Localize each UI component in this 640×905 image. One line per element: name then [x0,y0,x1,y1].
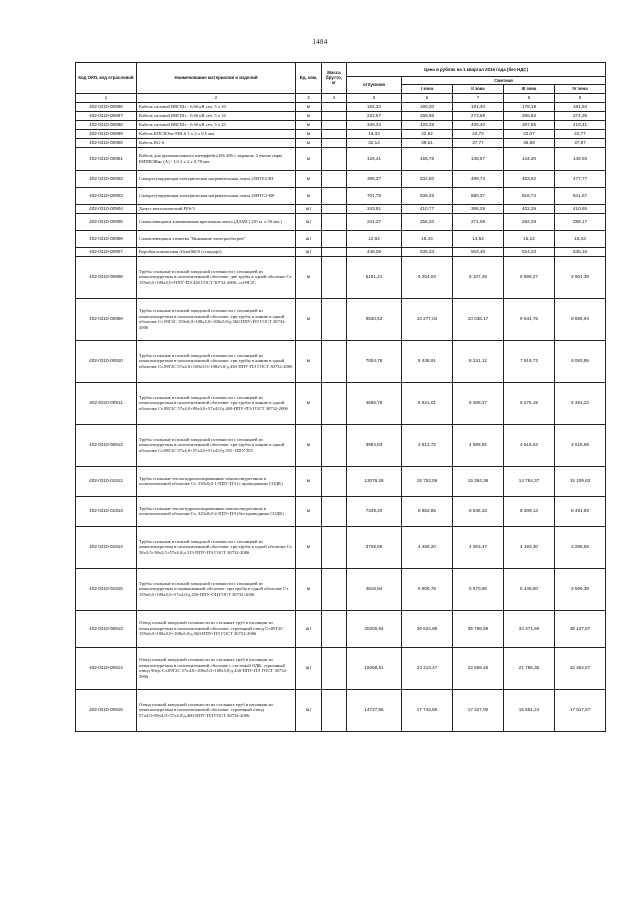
row-unit: м [296,526,322,568]
row-code: 402-0310-00914 [76,647,137,689]
row-release-price: 7004,78 [347,340,402,382]
row-mass [322,496,347,526]
row-release-price: 5191,21 [347,256,402,298]
column-index: 3 [296,93,322,102]
row-zone3-price: 34 371,69 [504,610,555,647]
row-zone2-price: 37,77 [453,138,504,147]
header-name: Наименование материалов и изделий [137,63,296,94]
row-name: Кабель RG-6 [137,138,296,147]
row-mass [322,689,347,731]
row-zone4-price: 22 264,67 [555,647,606,689]
row-zone4-price: 9 856,94 [555,298,606,340]
row-zone4-price: 5 901,39 [555,256,606,298]
header-mass: Масса брутто, кг [322,63,347,94]
row-release-price: 13076,26 [347,466,402,496]
row-name: Трубы стальные в полной заводской готовности с изоляцией из пенополиуретана в полиэтиленовой оболочке: три трубы в линию в одной оболочке Ст.09Г2С 57х4,0+57х4,0+57х4,0/д.355 -ППУ-ПЭ [137,424,296,466]
row-mass [322,230,347,247]
row-zone2-price: 10 036,17 [453,298,504,340]
header-zone1: I зона [402,85,453,93]
row-name: Самоклеющаяся алюминиевая крепежная лента (ДАМС) (50 м. х 50 мм.) [137,213,296,230]
row-name: Кабель КПСВЭнг-FRLS 1 х 2 х 0,5 мм. [137,129,296,138]
row-zone3-price: 5 889,27 [504,256,555,298]
row-zone2-price: 503,45 [453,247,504,256]
row-zone1-price: 256,20 [402,213,453,230]
row-zone1-price: 15,44 [402,230,453,247]
column-index: 8 [504,93,555,102]
table-row [76,111,606,120]
row-zone1-price: 22,62 [402,129,453,138]
row-zone2-price: 499,74 [453,170,504,187]
row-zone1-price: 8 438,91 [402,340,453,382]
row-code: 402-0310-00915 [76,689,137,731]
row-zone1-price: 4 812,72 [402,424,453,466]
row-name: Трубы стальные в полной заводской готовности с изоляцией из пенополиуретана в полиэтиленовой оболочке: три трубы в линию в одной оболочке Ст.09Г2С 57х4,0+89х4,0+57х4,0/д.400-ППУ-ПЭ ГОСТ 30732-2006 [137,382,296,424]
table-row [76,204,606,213]
row-zone2-price: 15 384,36 [453,466,504,496]
table-header [76,63,606,103]
row-unit: м [296,187,322,204]
row-name: Отвод полной заводской готовности из стальных труб в изоляции из пенополиуретана в полиэтиленовой оболочке: строенный отвод 57х4,0+89х4,0+57х4,0/д.400-ППУ-ПЭ ГОСТ 30732-2006 [137,689,296,731]
header-zone2: II зона [453,85,504,93]
row-unit: м [296,496,322,526]
row-name: Саморегулирующая электрическая нагревательная лента 45НТС2-ВР [137,187,296,204]
row-mass [322,382,347,424]
row-zone1-price: 535,33 [402,247,453,256]
row-unit: м [296,466,322,496]
row-release-price: 346,34 [347,120,402,129]
column-index: 9 [555,93,606,102]
table-row [76,230,606,247]
header-release: отпускная [347,77,402,94]
row-zone4-price: 5 391,24 [555,382,606,424]
row-name: Трубы стальные в полной заводской готовности с изоляцией из пенополиуретана в полиэтиленовой оболочке: три трубы в одной оболочке Ст. 38х3,5+38х3,5+57х4,0/д.315-ППУ-ПЭ ГОСТ 30732-2006 [137,526,296,568]
row-zone4-price: 477,77 [555,170,606,187]
row-zone3-price: 178,19 [504,102,555,111]
row-mass [322,247,347,256]
row-name: Отвод полной заводской готовности из стальных труб в изоляции из пенополиуретана в полиэтиленовой оболочке с системой ОДК: строенный отвод 90гр. Ст.09Г2С 57х4,0+108х5,0+108х5,0/д.430-ППУ-ПЭ ГОСТ 30732-2006 [137,647,296,689]
row-code: 402-0310-00904 [76,204,137,213]
row-zone3-price: 265,83 [504,111,555,120]
row-code: 402-0310-00912 [76,424,137,466]
row-unit: шт [296,230,322,247]
row-zone2-price: 8 241,12 [453,340,504,382]
row-zone2-price: 5 489,27 [453,382,504,424]
row-release-price: 3994,83 [347,424,402,466]
row-name: Кабель силовой ВВГШз - 0,66 кВ сеч. 5 х 10 [137,102,296,111]
row-unit: м [296,298,322,340]
row-unit: м [296,102,322,111]
row-zone2-price: 22 669,46 [453,647,504,689]
row-release-price: 30400,84 [347,610,402,647]
row-zone3-price: 4 516,62 [504,424,555,466]
row-unit: м [296,382,322,424]
header-estimate: Сметная [402,77,606,85]
row-mass [322,187,347,204]
row-zone1-price: 5 621,01 [402,382,453,424]
row-zone1-price: 6 254,04 [402,256,453,298]
row-code: 402-0310-00907 [76,247,137,256]
row-name: Кабель для промышленного интерфейса RS-485 с экраном, 2 витые пары КИПВЭВнг (А) - LS 2 х 2 х 0,78 мм. [137,147,296,170]
row-release-price: 448,06 [347,247,402,256]
row-unit: м [296,147,322,170]
row-mass [322,138,347,147]
table-row [76,256,606,298]
row-zone2-price: 880,37 [453,187,504,204]
row-code: 402-0310-00908 [76,256,137,298]
row-unit: шт [296,647,322,689]
row-release-price: 126,41 [347,147,402,170]
row-zone2-price: 17 327,00 [453,689,504,731]
row-zone4-price: 15,43 [555,230,606,247]
row-release-price: 12,92 [347,230,402,247]
row-mass [322,129,347,138]
row-unit: шт [296,204,322,213]
row-zone1-price: 15 753,59 [402,466,453,496]
row-zone3-price: 4 193,30 [504,526,555,568]
table-row [76,382,606,424]
row-mass [322,568,347,610]
row-name: Трубы стальные в полной заводской готовности с изоляцией из пенополиуретана в полиэтиленовой оболочке: три трубы в линию в одной оболочке Ст.09Г2С 57х4,0+108х5,0+108х5,0/д.430-ППУ-ПЭ ГОСТ 30732-2006 [137,340,296,382]
row-zone2-price: 148,57 [453,147,504,170]
row-unit: шт [296,213,322,230]
row-code: 402-0310-01915 [76,568,137,610]
row-mass [322,102,347,111]
row-zone4-price: 4 615,99 [555,424,606,466]
row-zone3-price: 7 919,72 [504,340,555,382]
row-code: 402-0310-01914 [76,526,137,568]
row-code: 402-0310-00898 [76,120,137,129]
row-mass [322,120,347,129]
row-zone4-price: 15 109,63 [555,466,606,496]
row-zone1-price: 180,20 [402,102,453,111]
row-release-price: 154,34 [347,102,402,111]
row-code: 402-0310-01912 [76,466,137,496]
row-zone2-price: 5 670,66 [453,568,504,610]
row-name: Кабель силовой ВВГШз - 0,66 кВ сеч. 5 х 25 [137,120,296,129]
row-zone2-price: 6 107,48 [453,256,504,298]
row-name: Хомут металлический РFS/3 [137,204,296,213]
row-zone3-price: 22,07 [504,129,555,138]
table-row [76,496,606,526]
row-unit: м [296,120,322,129]
row-release-price: 343,81 [347,204,402,213]
row-zone1-price: 410,77 [402,204,453,213]
row-unit: м [296,424,322,466]
row-zone3-price: 21 785,35 [504,647,555,689]
row-zone3-price: 5 275,19 [504,382,555,424]
row-release-price: 701,79 [347,187,402,204]
header-code: Код ОКП, код отраслевой [76,63,137,94]
row-code: 402-0310-00909 [76,298,137,340]
header-price-group: Цена в рублях на 1 квартал 2016 года (без НДС) [347,63,606,77]
row-zone2-price: 405,40 [453,120,504,129]
row-zone2-price: 398,29 [453,204,504,213]
row-unit: м [296,170,322,187]
row-code: 402-0310-00896 [76,102,137,111]
row-unit: м [296,129,322,138]
column-index: 1 [76,93,137,102]
table-row [76,647,606,689]
table-row [76,247,606,256]
row-zone3-price: 402,29 [504,204,555,213]
column-index: 6 [402,93,453,102]
row-zone3-price: 16 651,24 [504,689,555,731]
table-row [76,138,606,147]
row-zone3-price: 14 784,37 [504,466,555,496]
row-unit: шт [296,247,322,256]
row-mass [322,147,347,170]
row-release-price: 241,27 [347,213,402,230]
row-release-price: 14727,56 [347,689,402,731]
row-mass [322,204,347,213]
row-release-price: 19,33 [347,129,402,138]
row-mass [322,298,347,340]
table-row [76,147,606,170]
table-row [76,213,606,230]
table-row [76,610,606,647]
row-mass [322,526,347,568]
row-release-price: 398,37 [347,170,402,187]
row-zone2-price: 8 646,33 [453,496,504,526]
column-index: 5 [347,93,402,102]
row-code: 402-0310-00897 [76,111,137,120]
row-zone3-price: 144,30 [504,147,555,170]
row-name: Трубы стальные теплогидроизолированные пенополиуретаном в полиэтиленовой оболочке Ст. 325х8,0-2-ППУ-ПЭ (без проводника СОДК) [137,496,296,526]
row-name: Кабель силовой ВВГШз - 0,66 кВ сеч. 5 х 16 [137,111,296,120]
row-unit: м [296,111,322,120]
row-zone3-price: 463,62 [504,170,555,187]
table-row [76,298,606,340]
row-mass [322,213,347,230]
row-zone4-price: 841,67 [555,187,606,204]
row-name: Саморегулирующая электрическая нагревательная лента 25НТР2-ВТ [137,170,296,187]
row-unit: шт [296,689,322,731]
row-code: 402-0310-00899 [76,129,137,138]
row-zone4-price: 274,36 [555,111,606,120]
page-number: 1484 [312,38,328,46]
table-row [76,689,606,731]
table-row [76,526,606,568]
row-code: 402-0310-00901 [76,147,137,170]
header-zone4: IV зона [555,85,606,93]
row-mass [322,647,347,689]
table-body [76,102,606,731]
row-zone1-price: 5 806,76 [402,568,453,610]
row-zone1-price: 4 468,20 [402,526,453,568]
row-mass [322,610,347,647]
table-row [76,466,606,496]
row-zone1-price: 268,98 [402,111,453,120]
row-name: Самоклеющаяся этикетка "Внимание электрообогрев" [137,230,296,247]
row-zone4-price: 410,65 [555,204,606,213]
row-zone1-price: 17 742,85 [402,689,453,731]
row-code: 402-0310-00905 [76,213,137,230]
row-zone1-price: 23 213,47 [402,647,453,689]
row-zone4-price: 37,87 [555,138,606,147]
row-zone4-price: 8 093,95 [555,340,606,382]
row-zone1-price: 532,60 [402,170,453,187]
table-row [76,102,606,111]
row-zone2-price: 4 699,92 [453,424,504,466]
row-zone2-price: 181,40 [453,102,504,111]
row-zone4-price: 288,17 [555,213,606,230]
row-release-price: 19268,51 [347,647,402,689]
row-unit: м [296,138,322,147]
row-code: 402-0310-01913 [76,496,137,526]
column-index: 7 [453,93,504,102]
row-zone3-price: 15,12 [504,230,555,247]
row-zone1-price: 36 624,89 [402,610,453,647]
row-release-price: 4819,94 [347,568,402,610]
row-zone4-price: 148,93 [555,147,606,170]
table-row [76,120,606,129]
row-zone2-price: 4 363,47 [453,526,504,568]
row-zone3-price: 5 449,50 [504,568,555,610]
column-index: 2 [137,93,296,102]
row-zone4-price: 4 285,55 [555,526,606,568]
row-code: 402-0310-00911 [76,382,137,424]
row-name: Отвод полной заводской готовности из стальных труб в изоляции из пенополиуретана в полиэтиленовой оболочке: строенный отвод Ст.09Г2С 159х6,0+108х5,0+108х5,0/д.560-ППУ-ПЭ ГОСТ 30732-2006 [137,610,296,647]
row-release-price: 8530,53 [347,298,402,340]
column-index-row [76,93,606,102]
row-zone1-price: 155,78 [402,147,453,170]
row-unit: м [296,568,322,610]
row-zone1-price: 10 277,04 [402,298,453,340]
row-zone3-price: 282,29 [504,213,555,230]
row-mass [322,466,347,496]
row-zone4-price: 17 017,57 [555,689,606,731]
row-code: 402-0310-00903 [76,187,137,204]
row-zone1-price: 8 853,85 [402,496,453,526]
price-table [75,62,606,732]
row-unit: м [296,340,322,382]
row-name: Трубы стальные теплогидроизолированные пенополиуретаном в полиэтиленовой оболочке Ст. 530х9,0-1-ППУ-ПЭ (с проводником СОДК) [137,466,296,496]
row-mass [322,256,347,298]
row-code: 402-0310-00900 [76,138,137,147]
row-zone3-price: 8 309,13 [504,496,555,526]
row-zone2-price: 271,08 [453,213,504,230]
table-row [76,187,606,204]
row-zone2-price: 14,52 [453,230,504,247]
row-code: 402-0310-00913 [76,610,137,647]
row-zone3-price: 397,65 [504,120,555,129]
row-code: 402-0310-00906 [76,230,137,247]
row-zone4-price: 22,77 [555,129,606,138]
row-mass [322,340,347,382]
row-release-price: 232,67 [347,111,402,120]
row-release-price: 3708,86 [347,526,402,568]
row-release-price: 7349,20 [347,496,402,526]
row-zone3-price: 9 644,75 [504,298,555,340]
row-code: 402-0310-00910 [76,340,137,382]
row-unit: шт [296,610,322,647]
row-zone4-price: 410,41 [555,120,606,129]
header-unit: Ед. изм. [296,63,322,94]
row-release-price: 4665,78 [347,382,402,424]
row-zone4-price: 8 491,93 [555,496,606,526]
table-row [76,170,606,187]
table-row [76,424,606,466]
row-code: 402-0310-00902 [76,170,137,187]
row-zone2-price: 35 766,59 [453,610,504,647]
row-mass [322,170,347,187]
row-zone3-price: 816,74 [504,187,555,204]
row-zone4-price: 181,84 [555,102,606,111]
table-row [76,340,606,382]
table-row [76,129,606,138]
row-zone4-price: 35 127,87 [555,610,606,647]
table-row [76,568,606,610]
row-mass [322,111,347,120]
row-zone4-price: 535,16 [555,247,606,256]
row-zone1-price: 938,28 [402,187,453,204]
column-index: 4 [322,93,347,102]
row-release-price: 32,14 [347,138,402,147]
row-name: Трубы стальные в полной заводской готовности с изоляцией из пенополиуретана в полиэтиленовой оболочке: две трубы в одной оболочке Ст 159х6,0+108х5,0+ППУ-ПЭ 430 ГОСТ 30732-2006, ст.09Г2С [137,256,296,298]
row-zone4-price: 5 569,38 [555,568,606,610]
row-name: Трубы стальные в полной заводской готовности с изоляцией из пенополиуретана в полиэтиленовой оболочке: три трубы в линию в одной оболочке Ст 09Г2С 159х6,0+108х5,0+108х5,0/д.560-ППУ-ПЭ ГОСТ 30732-2006 [137,298,296,340]
header-zone3: III зона [504,85,555,93]
row-unit: м [296,256,322,298]
row-mass [322,424,347,466]
row-zone1-price: 39,51 [402,138,453,147]
row-zone3-price: 36,69 [504,138,555,147]
row-name: Коробка контактная Alsas060/S (стандарт) [137,247,296,256]
row-zone2-price: 22,72 [453,129,504,138]
row-zone2-price: 273,69 [453,111,504,120]
row-zone3-price: 524,23 [504,247,555,256]
row-zone1-price: 429,28 [402,120,453,129]
row-name: Трубы стальные в полной заводской готовности с изоляцией из пенополиуретана и оцинкованной оболочке: три трубы в одной оболочке Ст. 159х6,0+108х5,0+57х4,0/д.450-ППУ-ОЦ ГОСТ 30732-2006 [137,568,296,610]
